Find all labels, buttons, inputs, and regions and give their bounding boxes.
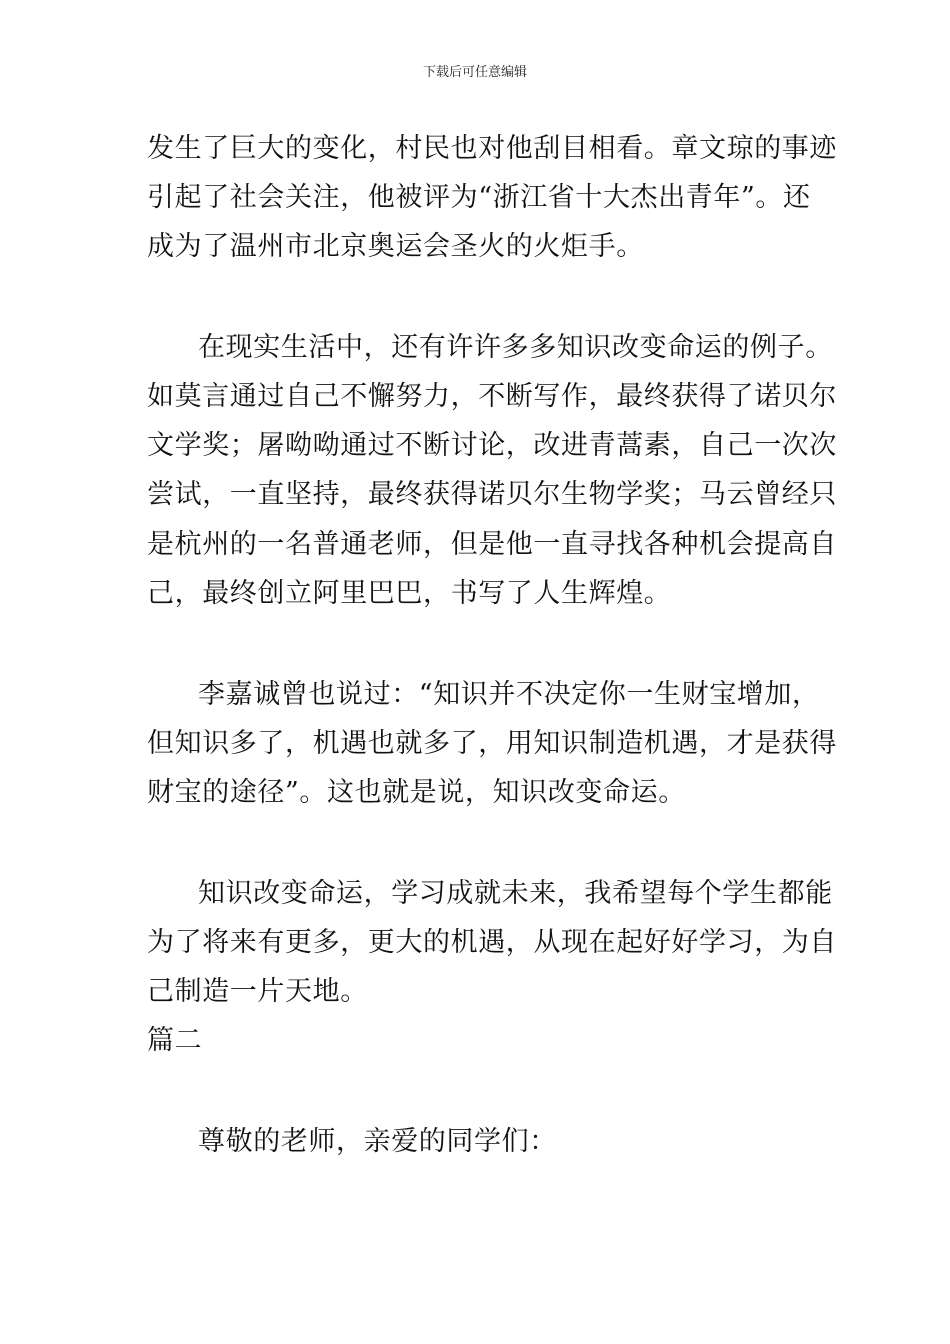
text-line: 发生了巨大的变化，村民也对他刮目相看。章文琼的事迹 — [147, 133, 837, 164]
text-line: 己制造一片天地。 — [147, 976, 368, 1007]
text-line: 为了将来有更多，更大的机遇，从现在起好好学习，为自 — [147, 927, 837, 958]
text-line: 成为了温州市北京奥运会圣火的火炬手。 — [147, 231, 644, 262]
text-line: 引起了社会关注，他被评为“浙江省十大杰出青年”。还 — [147, 182, 811, 213]
text-line: 是杭州的一名普通老师，但是他一直寻找各种机会提高自 — [147, 529, 837, 560]
page-header-note: 下载后可任意编辑 — [422, 65, 527, 80]
text-line: 己，最终创立阿里巴巴，书写了人生辉煌。 — [147, 578, 672, 609]
text-line: 但知识多了，机遇也就多了，用知识制造机遇，才是获得 — [147, 728, 837, 759]
section-heading: 篇二 — [147, 1025, 203, 1056]
paragraph-first-line: 知识改变命运，学习成就未来，我希望每个学生都能 — [198, 878, 833, 909]
paragraph-first-line: 李嘉诚曾也说过：“知识并不决定你一生财宝增加， — [198, 679, 820, 710]
text-line: 尝试，一直坚持，最终获得诺贝尔生物学奖；马云曾经只 — [147, 479, 837, 510]
paragraph-first-line: 在现实生活中，还有许许多多知识改变命运的例子。 — [198, 332, 833, 363]
text-line: 如莫言通过自己不懈努力，不断写作，最终获得了诺贝尔 — [147, 381, 837, 412]
text-line: 财宝的途径”。这也就是说，知识改变命运。 — [147, 777, 686, 808]
text-line: 文学奖；屠呦呦通过不断讨论，改进青蒿素，自己一次次 — [147, 430, 837, 461]
salutation: 尊敬的老师，亲爱的同学们： — [198, 1126, 557, 1157]
